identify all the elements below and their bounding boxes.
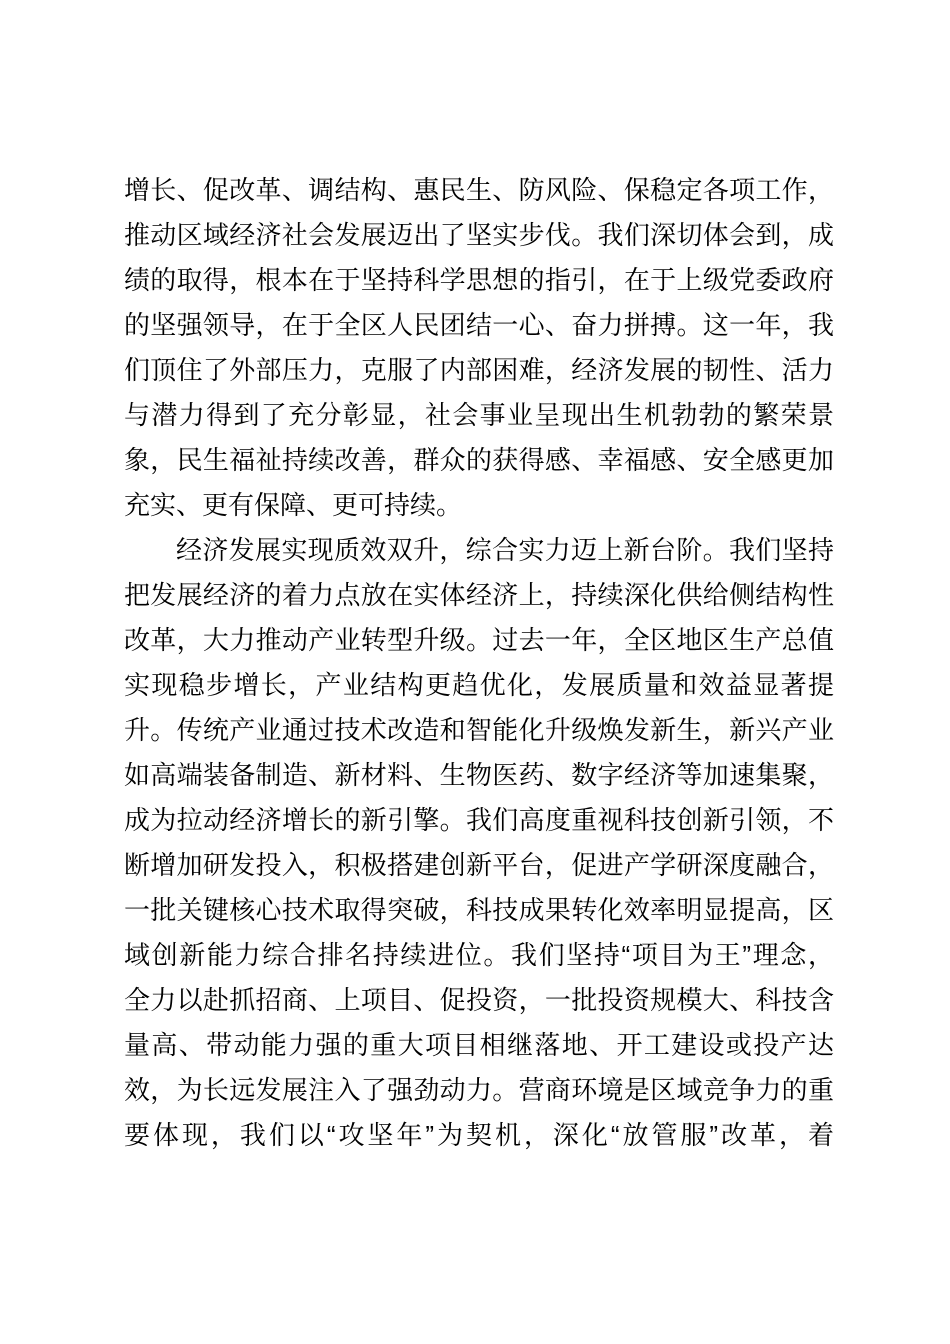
document-body	[124, 168, 834, 1158]
text-line: 断增加研发投入，积极搭建创新平台，促进产学研深度融合，	[124, 850, 834, 880]
text-line: 一批关键核心技术取得突破，科技成果转化效率明显提高，区	[124, 895, 834, 925]
text-line: 域创新能力综合排名持续进位。我们坚持“项目为王”理念，	[124, 940, 834, 970]
text-line: 绩的取得，根本在于坚持科学思想的指引，在于上级党委政府	[124, 265, 834, 295]
text-line: 增长、促改革、调结构、惠民生、防风险、保稳定各项工作，	[124, 175, 834, 205]
text-line: 全力以赴抓招商、上项目、促投资，一批投资规模大、科技含	[124, 985, 834, 1015]
text-line: 量高、带动能力强的重大项目相继落地、开工建设或投产达	[124, 1030, 834, 1060]
text-line: 经济发展实现质效双升，综合实力迈上新台阶。我们坚持	[176, 535, 834, 565]
text-line: 成为拉动经济增长的新引擎。我们高度重视科技创新引领，不	[124, 805, 834, 835]
text-line: 与潜力得到了充分彰显，社会事业呈现出生机勃勃的繁荣景	[124, 400, 834, 430]
text-line: 实现稳步增长，产业结构更趋优化，发展质量和效益显著提	[124, 670, 834, 700]
text-line: 充实、更有保障、更可持续。	[124, 490, 463, 520]
text-line: 要体现，我们以“攻坚年”为契机，深化“放管服”改革，着	[124, 1120, 834, 1150]
text-line: 效，为长远发展注入了强劲动力。营商环境是区域竞争力的重	[124, 1075, 834, 1105]
text-line: 改革，大力推动产业转型升级。过去一年，全区地区生产总值	[124, 625, 834, 655]
text-line: 升。传统产业通过技术改造和智能化升级焕发新生，新兴产业	[124, 715, 834, 745]
text-line: 们顶住了外部压力，克服了内部困难，经济发展的韧性、活力	[124, 355, 834, 385]
text-line: 的坚强领导，在于全区人民团结一心、奋力拼搏。这一年，我	[124, 310, 834, 340]
text-line: 把发展经济的着力点放在实体经济上，持续深化供给侧结构性	[124, 580, 834, 610]
text-line: 如高端装备制造、新材料、生物医药、数字经济等加速集聚，	[124, 760, 834, 790]
text-line: 象，民生福祉持续改善，群众的获得感、幸福感、安全感更加	[124, 445, 834, 475]
text-line: 推动区域经济社会发展迈出了坚实步伐。我们深切体会到，成	[124, 220, 834, 250]
